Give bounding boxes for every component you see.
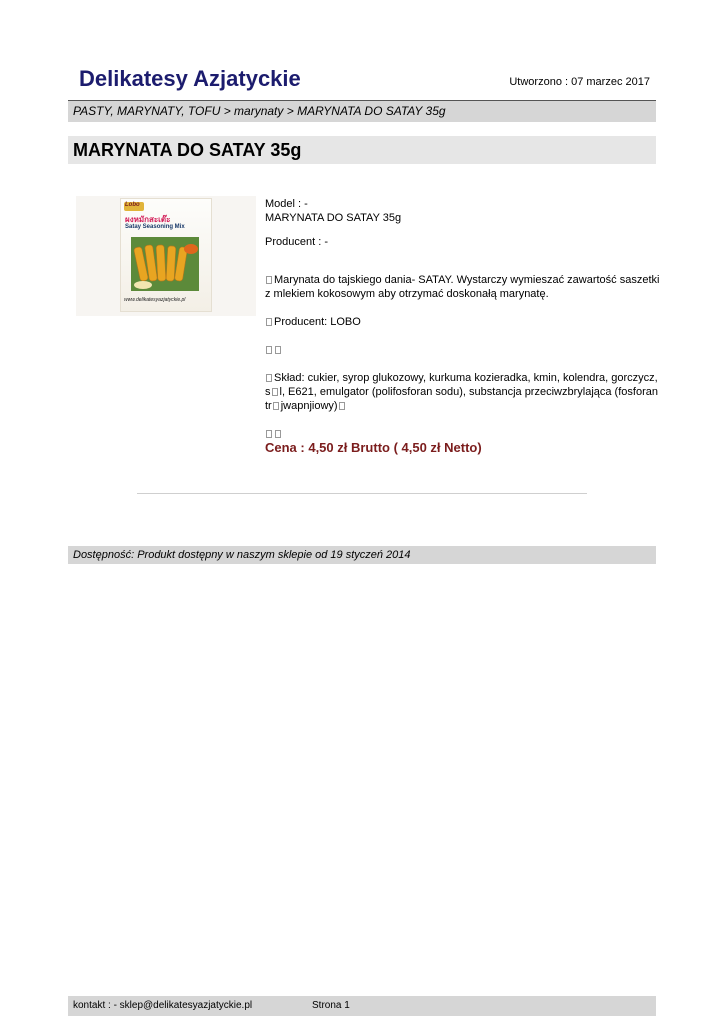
product-package [120, 198, 212, 312]
producer-paragraph [265, 315, 660, 329]
glyph-row [265, 427, 660, 441]
producer-line: Producent: LOBO [274, 316, 361, 328]
missing-glyph-icon [275, 430, 281, 438]
producer-label: Producent : - [265, 236, 328, 248]
missing-glyph-icon [266, 318, 272, 326]
price: Cena : 4,50 zł Brutto ( 4,50 zł Netto) [265, 440, 482, 455]
missing-glyph-icon [339, 402, 345, 410]
content-divider [137, 493, 587, 494]
brand-logo-text: Lobo [125, 202, 140, 208]
product-details [265, 197, 660, 455]
package-url-text: www.delikatesyazjatyckie.pl [124, 297, 186, 303]
missing-glyph-icon [266, 430, 272, 438]
package-thai-text: ผงหมักสะเต๊ะ [125, 215, 171, 224]
product-title: MARYNATA DO SATAY 35g [68, 136, 656, 164]
missing-glyph-icon [275, 346, 281, 354]
breadcrumb: PASTY, MARYNATY, TOFU > marynaty > MARYNATA DO SATAY 35g [68, 101, 656, 122]
missing-glyph-icon [273, 402, 279, 410]
ingredients-text-1: Skład: cukier, syrop glukozowy, kurkuma kozieradka, kmin, kolendra, gorczycz, s [265, 372, 658, 398]
description-paragraph [265, 273, 660, 301]
product-name: MARYNATA DO SATAY 35g [265, 212, 402, 224]
ingredients-paragraph [265, 371, 660, 413]
model-label: Model : - [265, 198, 308, 210]
glyph-row [265, 343, 660, 357]
ingredients-text-3: jwapnjiowy) [280, 400, 338, 412]
footer-bar [68, 996, 656, 1016]
description-text: Marynata do tajskiego dania- SATAY. Wystarczy wymieszać zawartość saszetki z mlekiem kokosowym aby otrzymać doskonałą marynatę. [265, 274, 660, 300]
missing-glyph-icon [272, 388, 278, 396]
footer-contact: kontakt : - sklep@delikatesyazjatyckie.pl [73, 1000, 253, 1011]
missing-glyph-icon [266, 346, 272, 354]
availability-bar: Dostępność: Produkt dostępny w naszym sklepie od 19 styczeń 2014 [68, 546, 656, 564]
created-date: Utworzono : 07 marzec 2017 [509, 76, 650, 88]
satay-food-illustration [131, 237, 199, 291]
missing-glyph-icon [266, 374, 272, 382]
page-number: Strona 1 [312, 1000, 350, 1011]
missing-glyph-icon [266, 276, 272, 284]
ingredients-text-2: l, E621, emulgator (polifosforan sodu), substancja przeciwzbrylająca (fosforan tr [265, 386, 658, 412]
package-english-text: Satay Seasoning Mix [125, 224, 185, 230]
product-image [76, 196, 256, 316]
site-title: Delikatesy Azjatyckie [79, 66, 301, 91]
